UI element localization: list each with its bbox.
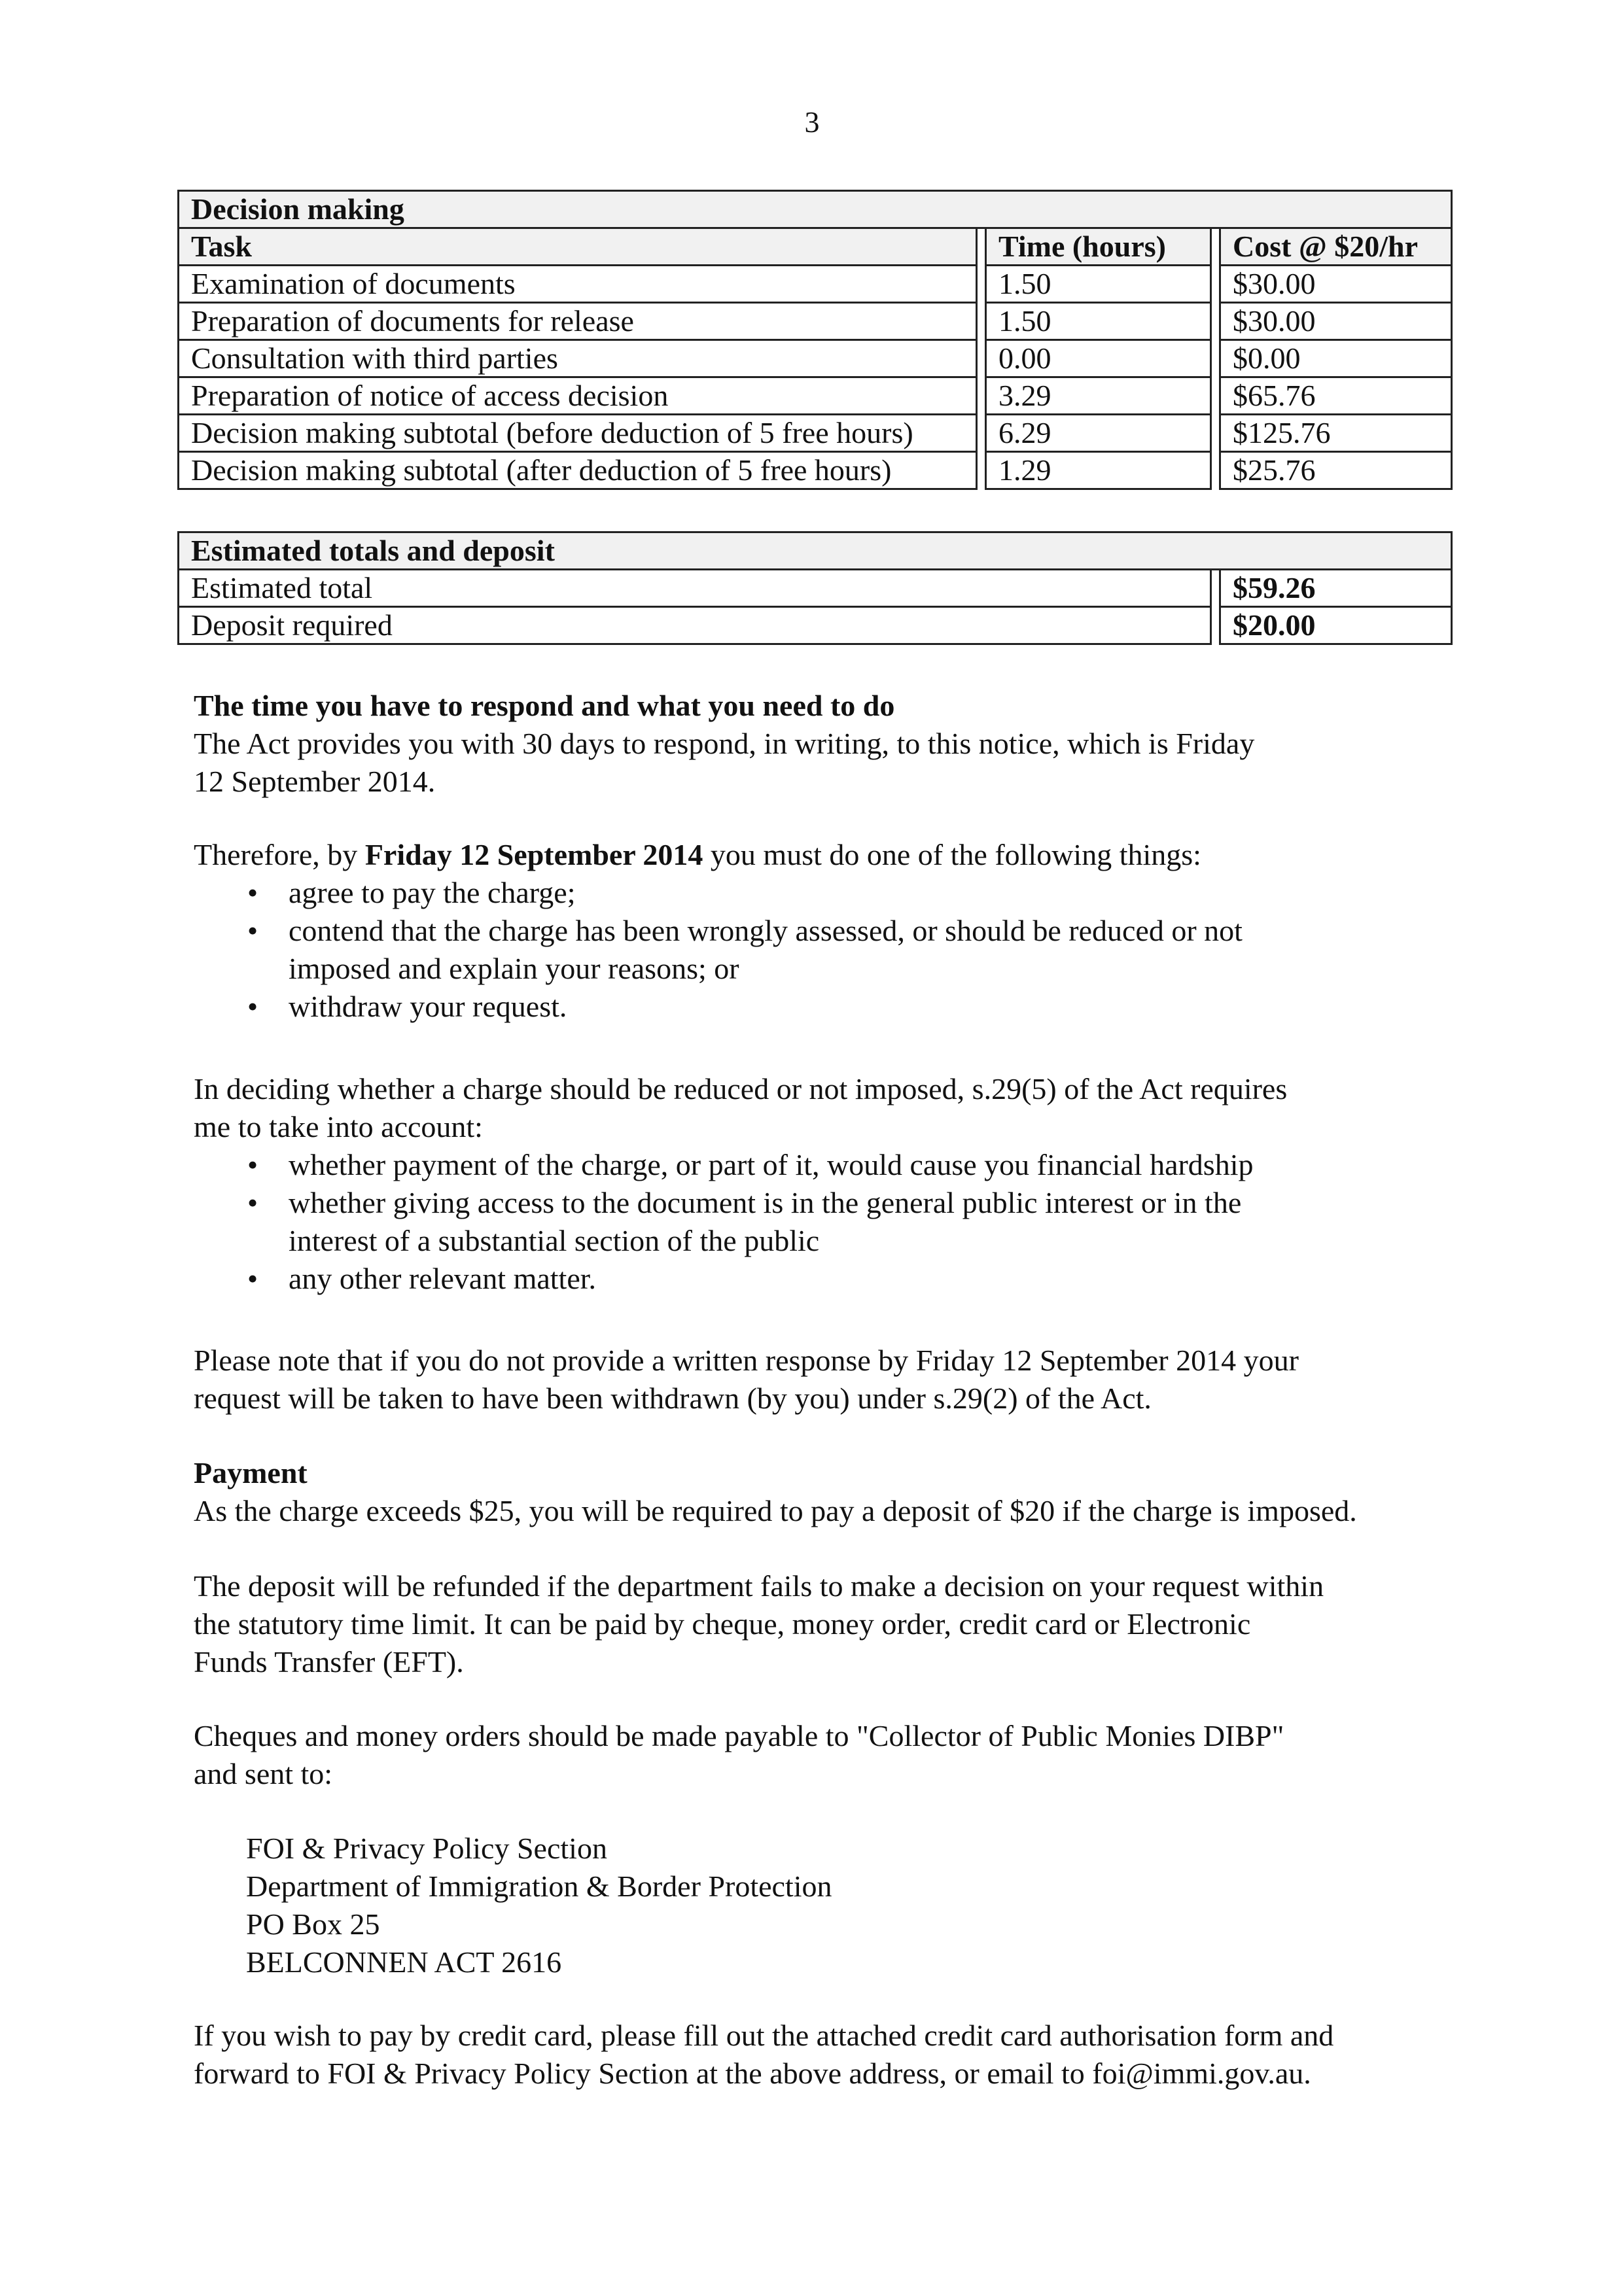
table-row bbox=[179, 570, 1452, 607]
considerations-list bbox=[194, 1146, 1489, 1298]
address-line: FOI & Privacy Policy Section bbox=[246, 1832, 607, 1865]
note-section bbox=[194, 1342, 1489, 1418]
total-value-cell: $59.26 bbox=[1220, 570, 1452, 607]
header-time: Time (hours) bbox=[986, 228, 1211, 266]
list-item: • any other relevant matter. bbox=[194, 1260, 1489, 1298]
respond-line-2: 12 September 2014. bbox=[194, 765, 436, 798]
table-row bbox=[179, 303, 1452, 340]
postal-address bbox=[246, 1830, 832, 1981]
deposit-value-cell: $20.00 bbox=[1220, 607, 1452, 644]
deposit-label-cell: Deposit required bbox=[179, 607, 1211, 644]
cheques-line-1: Cheques and money orders should be made payable to "Collector of Public Monies DIBP" bbox=[194, 1719, 1284, 1752]
cost-cell: $125.76 bbox=[1220, 415, 1452, 452]
refund-line-3: Funds Transfer (EFT). bbox=[194, 1645, 464, 1679]
therefore-prefix: Therefore, by bbox=[194, 838, 365, 871]
table-title-row bbox=[179, 191, 1452, 228]
refund-line-1: The deposit will be refunded if the department fails to make a decision on your request within bbox=[194, 1569, 1324, 1603]
cheques-section bbox=[194, 1717, 1489, 1793]
address-line: BELCONNEN ACT 2616 bbox=[246, 1945, 562, 1979]
table-row bbox=[179, 452, 1452, 489]
credit-line-1: If you wish to pay by credit card, please fill out the attached credit card authorisation form and bbox=[194, 2019, 1334, 2052]
task-cell: Examination of documents bbox=[179, 266, 977, 303]
payment-section bbox=[194, 1454, 1502, 1530]
time-cell: 6.29 bbox=[986, 415, 1211, 452]
table-header-row bbox=[179, 228, 1452, 266]
credit-line-2: forward to FOI & Privacy Policy Section at the above address, or email to foi@immi.gov.au. bbox=[194, 2057, 1311, 2090]
therefore-suffix: you must do one of the following things: bbox=[703, 838, 1201, 871]
header-cost: Cost @ $20/hr bbox=[1220, 228, 1452, 266]
payment-heading: Payment bbox=[194, 1456, 308, 1489]
time-cell: 1.29 bbox=[986, 452, 1211, 489]
time-cell: 0.00 bbox=[986, 340, 1211, 377]
table-row bbox=[179, 415, 1452, 452]
list-item: • withdraw your request. bbox=[194, 988, 1489, 1026]
therefore-paragraph bbox=[194, 836, 1489, 874]
cheques-line-2: and sent to: bbox=[194, 1757, 333, 1790]
address-line: Department of Immigration & Border Protection bbox=[246, 1870, 832, 1903]
deciding-line-1: In deciding whether a charge should be reduced or not imposed, s.29(5) of the Act requires bbox=[194, 1072, 1288, 1105]
deciding-section bbox=[194, 1070, 1489, 1298]
estimated-totals-table bbox=[177, 531, 1453, 645]
list-item: • whether payment of the charge, or part of it, would cause you financial hardship bbox=[194, 1146, 1489, 1184]
note-line-2: request will be taken to have been withdrawn (by you) under s.29(2) of the Act. bbox=[194, 1382, 1152, 1415]
table-title-row bbox=[179, 532, 1452, 570]
task-cell: Consultation with third parties bbox=[179, 340, 977, 377]
respond-line-1: The Act provides you with 30 days to respond, in writing, to this notice, which is Friday bbox=[194, 727, 1255, 760]
cost-cell: $0.00 bbox=[1220, 340, 1452, 377]
header-task: Task bbox=[179, 228, 977, 266]
table-row bbox=[179, 377, 1452, 415]
table-row bbox=[179, 340, 1452, 377]
time-cell: 1.50 bbox=[986, 303, 1211, 340]
respond-section bbox=[194, 687, 1489, 801]
deadline-date: Friday 12 September 2014 bbox=[364, 838, 703, 871]
totals-table-title: Estimated totals and deposit bbox=[179, 532, 1452, 570]
payment-line-1: As the charge exceeds $25, you will be required to pay a deposit of $20 if the charge is imposed. bbox=[194, 1494, 1357, 1527]
decision-table-title: Decision making bbox=[179, 191, 1452, 228]
cost-cell: $30.00 bbox=[1220, 266, 1452, 303]
list-item: • contend that the charge has been wrongly assessed, or should be reduced or not imposed and explain your reasons; or bbox=[194, 912, 1489, 988]
refund-section bbox=[194, 1567, 1489, 1681]
note-line-1: Please note that if you do not provide a written response by Friday 12 September 2014 your bbox=[194, 1344, 1299, 1377]
refund-line-2: the statutory time limit. It can be paid by cheque, money order, credit card or Electronic bbox=[194, 1607, 1251, 1641]
cost-cell: $65.76 bbox=[1220, 377, 1452, 415]
table-row bbox=[179, 607, 1452, 644]
task-cell: Decision making subtotal (before deduction of 5 free hours) bbox=[179, 415, 977, 452]
address-line: PO Box 25 bbox=[246, 1907, 380, 1941]
task-cell: Preparation of notice of access decision bbox=[179, 377, 977, 415]
cost-cell: $30.00 bbox=[1220, 303, 1452, 340]
therefore-section bbox=[194, 836, 1489, 1026]
decision-making-table bbox=[177, 190, 1453, 490]
task-cell: Preparation of documents for release bbox=[179, 303, 977, 340]
task-cell: Decision making subtotal (after deduction of 5 free hours) bbox=[179, 452, 977, 489]
options-list bbox=[194, 874, 1489, 1026]
total-label-cell: Estimated total bbox=[179, 570, 1211, 607]
cost-cell: $25.76 bbox=[1220, 452, 1452, 489]
respond-heading: The time you have to respond and what you need to do bbox=[194, 689, 895, 722]
page-number: 3 bbox=[804, 105, 820, 139]
deciding-line-2: me to take into account: bbox=[194, 1110, 483, 1143]
time-cell: 3.29 bbox=[986, 377, 1211, 415]
list-item: • whether giving access to the document is in the general public interest or in the interest of a substantial section of the public bbox=[194, 1184, 1489, 1260]
time-cell: 1.50 bbox=[986, 266, 1211, 303]
table-row bbox=[179, 266, 1452, 303]
credit-card-section bbox=[194, 2017, 1502, 2093]
list-item: • agree to pay the charge; bbox=[194, 874, 1489, 912]
